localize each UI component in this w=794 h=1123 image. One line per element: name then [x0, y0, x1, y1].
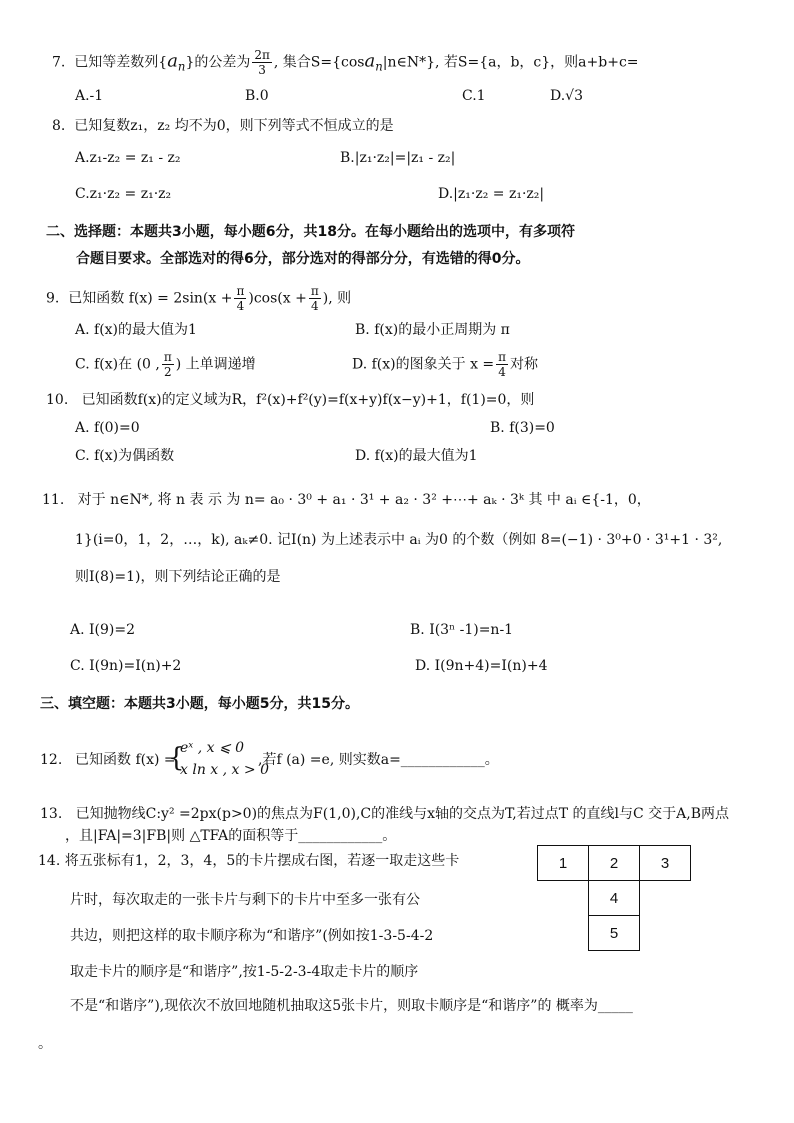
card-3: 3	[639, 845, 691, 881]
q10-number: 10.	[46, 392, 69, 408]
q9-frac-1-den: 4	[236, 299, 245, 313]
q12-brace: {	[168, 743, 185, 773]
q11-option-c: C. I(9n)=I(n)+2	[70, 658, 182, 674]
q11-line2: 1}(i=0，1，2，…，k), aₖ≠0. 记I(n) 为上述表示中 aᵢ 为0 的个数（例如 8=(−1) · 3⁰+0 · 3¹+1 · 3²,	[75, 532, 723, 548]
q7-option-d: D.√3	[550, 88, 584, 104]
q9-option-c-frac	[162, 350, 174, 379]
q9-option-c-frac-den: 2	[163, 365, 172, 379]
q9-option-a: A. f(x)的最大值为1	[75, 322, 197, 338]
q9-option-d-text-b: 对称	[510, 356, 539, 373]
q9-option-c-frac-num: π	[163, 350, 172, 364]
section3-heading: 三、填空题：本题共3小题，每小题5分，共15分。	[40, 696, 359, 712]
card-4: 4	[588, 880, 640, 916]
q7-seq-sub-2: n	[375, 59, 383, 74]
q7-option-a: A.-1	[75, 88, 104, 104]
q12-text-b-main: ,若f (a) =e, 则实数a=	[258, 752, 401, 768]
q7-stem	[52, 48, 639, 77]
q9-frac-1-num: π	[236, 284, 245, 298]
q7-option-b: B.0	[245, 88, 269, 104]
q10-stem	[46, 390, 534, 410]
q8-option-d: D.|z₁·z₂ = z₁·z₂|	[438, 186, 545, 202]
section2-heading-line1: 二、选择题：本题共3小题，每小题6分，共18分。在每小题给出的选项中，有多项符	[46, 224, 575, 240]
q7-text-c: , 集合S={cos	[273, 54, 365, 71]
q12-text-b	[258, 750, 499, 770]
q7-frac-num: 2π	[254, 48, 270, 62]
q8-option-b: B.|z₁·z₂|=|z₁ - z₂|	[340, 150, 456, 166]
q14-line1: 14. 将五张标有1，2，3，4，5的卡片摆成右图，若逐一取走这些卡	[38, 853, 460, 869]
q13-line1	[40, 804, 729, 824]
q9-text-b: )cos(x +	[248, 290, 307, 307]
q9-frac-2	[309, 284, 321, 313]
card-2: 2	[588, 845, 640, 881]
q8-text: 已知复数z₁，z₂ 均不为0，则下列等式不恒成立的是	[74, 118, 394, 134]
q13-number: 13.	[40, 806, 63, 822]
q9-option-c	[75, 350, 256, 379]
q11-number: 11.	[42, 492, 65, 508]
q9-number: 9.	[46, 290, 60, 307]
q7-seq: a	[167, 50, 178, 72]
q7-frac-den: 3	[258, 63, 266, 77]
q11-line3: 则I(8)=1)，则下列结论正确的是	[75, 569, 281, 585]
q9-option-c-text-b: ) 上单调递增	[175, 356, 256, 373]
q10-option-b: B. f(3)=0	[490, 420, 555, 436]
q10-option-c: C. f(x)为偶函数	[75, 448, 175, 464]
q7-text-d: |n∈N*}, 若S={a，b，c}，则a+b+c=	[382, 54, 639, 71]
q13-line1-text: 已知抛物线C:y² =2px(p>0)的焦点为F(1,0),C的准线与x轴的交点为T,若过点T 的直线l与C 交于A,B两点	[75, 806, 730, 822]
q9-text-a: 已知函数 f(x) = 2sin(x +	[68, 290, 233, 307]
q8-number: 8.	[52, 118, 66, 134]
q7-number: 7.	[52, 54, 66, 71]
q8-stem	[52, 116, 394, 136]
q9-option-c-text-a: C. f(x)在 (0 ,	[75, 356, 160, 373]
q9-option-d-text-a: D. f(x)的图象关于 x =	[352, 356, 495, 373]
q9-frac-2-num: π	[310, 284, 319, 298]
q11-option-a: A. I(9)=2	[70, 622, 136, 638]
q11-option-d: D. I(9n+4)=I(n)+4	[415, 658, 548, 674]
q10-text: 已知函数f(x)的定义域为R，f²(x)+f²(y)=f(x+y)f(x−y)+1，f(1)=0，则	[81, 392, 535, 408]
q8-option-c: C.z₁·z₂ = z₁·z₂	[75, 186, 172, 202]
q8-option-a: A.z₁-z₂ = z₁ - z₂	[75, 150, 181, 166]
q9-option-b: B. f(x)的最小正周期为 π	[355, 322, 510, 338]
q7-seq-2: a	[364, 50, 376, 72]
q7-fraction	[252, 48, 272, 77]
q7-text-a: 已知等差数列{	[74, 54, 168, 71]
q7-text-b: }的公差为	[185, 54, 251, 71]
q7-seq-sub: n	[177, 59, 186, 74]
q12-text-a: 已知函数 f(x) =	[75, 752, 176, 768]
section2-heading-line2: 合题目要求。全部选对的得6分，部分选对的得部分分，有选错的得0分。	[76, 251, 530, 267]
q14-line5: 不是“和谐序”),现依次不放回地随机抽取这5张卡片，则取卡顺序是“和谐序”的 概率为_____	[70, 998, 633, 1014]
q11-line1	[42, 490, 651, 510]
q11-option-b: B. I(3ⁿ -1)=n-1	[410, 622, 514, 638]
q12-end: 。	[484, 752, 499, 768]
q9-frac-2-den: 4	[310, 299, 319, 313]
q9-option-d	[352, 350, 538, 379]
q9-option-d-frac-num: π	[498, 350, 507, 364]
card-5: 5	[588, 915, 640, 951]
q9-text-c: ), 则	[322, 290, 352, 307]
q10-option-d: D. f(x)的最大值为1	[355, 448, 478, 464]
q11-line1-text: 对于 n∈N*, 将 n 表 示 为 n= a₀ · 3⁰ + a₁ · 3¹ + a₂ · 3² +⋯+ aₖ · 3ᵏ 其 中 aᵢ ∈{-1，0，	[77, 492, 651, 508]
card-1: 1	[537, 845, 589, 881]
q14-line6: 。	[38, 1036, 52, 1052]
q7-option-c: C.1	[462, 88, 486, 104]
q9-option-d-frac	[496, 350, 508, 379]
q14-line4: 取走卡片的顺序是“和谐序”,按1-5-2-3-4取走卡片的顺序	[70, 964, 419, 980]
q14-line3: 共边，则把这样的取卡顺序称为“和谐序”(例如按1-3-5-4-2	[70, 928, 434, 944]
q9-frac-1	[234, 284, 246, 313]
q12-answer-blank: ____________	[400, 752, 485, 768]
q9-option-d-frac-den: 4	[498, 365, 506, 379]
q13-line2: ，且|FA|=3|FB|则 △TFA的面积等于____________。	[65, 828, 397, 844]
q12-case-1: eˣ , x ⩽ 0	[180, 740, 245, 756]
q14-line2: 片时，每次取走的一张卡片与剩下的卡片中至多一张有公	[70, 892, 420, 908]
q9-stem	[46, 284, 351, 313]
q12-number: 12.	[40, 752, 63, 768]
q12-case-2: x ln x , x > 0	[180, 762, 269, 778]
q10-option-a: A. f(0)=0	[75, 420, 140, 436]
